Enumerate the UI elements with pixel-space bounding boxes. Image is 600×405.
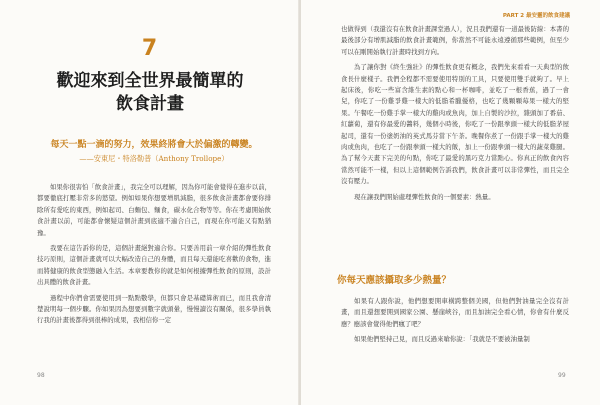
page-number-right: 99 bbox=[558, 372, 566, 379]
paragraph: 也做得到（我還沒有在飲食計畫課堂過人），況且我們還有一道最後防線：本書的最後部分有增肌減脂的飲食計畫範例，你當然不可能永遠遵循那些範例，但至少可以在剛開始執行計畫時找到方向。 bbox=[341, 25, 569, 56]
section-heading: 你每天應該攝取多少熱量？ bbox=[337, 275, 452, 286]
left-body-text bbox=[37, 182, 271, 331]
paragraph: 我要在這告訴你的是，這個計畫絕對適合你。只要善用前一章介紹的彈性飲食技巧原則，這個計畫就可以大幅改造自己的身體，而且每天還能吃喜歡的食物，進而將健康的飲食型態融入生活。本章要教你的就是如何根據彈性飲食的原則，設計出具體的飲食計畫。 bbox=[37, 244, 271, 287]
epigraph-quote: 每天一點一滴的努力，效果終將會大於偏激的轉變。 bbox=[50, 140, 258, 150]
chapter-number: 7 bbox=[141, 36, 158, 61]
running-header: PART 2 最安靈的飲食建議 bbox=[502, 13, 570, 19]
paragraph: 如果你很害怕「飲食計畫」，我完全可以理解，因為你可能會覺得在進步以前，都要徹底打壓非常多的慾望。例如如果你想要增肌減脂，很多飲食計畫都會要你排除所有愛吃的東西，例如起司、白麵包、麵食，碳水化合物等等。你在考慮開始飲食計畫以前，可能都會懷疑這個計畫到底適不適合自己，而現在你可能又有點猶豫。 bbox=[37, 183, 271, 237]
epigraph-attribution: ——安東尼・特洛勒普（Anthony Trollope） bbox=[79, 154, 229, 163]
paragraph: 如果他們堅持己見，而且反過來嗆你說：「我就是不要被油量制 bbox=[354, 335, 530, 344]
left-page bbox=[0, 0, 299, 405]
right-body-text bbox=[341, 24, 569, 207]
right-body-text-2 bbox=[341, 296, 569, 350]
paragraph: 如果有人跟你說，他們想要開車橫跨整個美國，但他們對油量完全沒有計畫，而且還想要開到國家公園、懸崖峽谷，而且加油完全看心情，你會有什麼反應？應該會覺得他們瘋了吧？ bbox=[341, 297, 569, 328]
paragraph: 為了讓你對《終生強壯》的彈性飲食更有概念，我們先來看看一天典型的飲食長什麼樣子。我們全程都不需要使用特別的工具，只要使用雙手就夠了。早上起床後，你吃一些富含維生素的點心和一杯咖啡，並吃了一根香蕉，過了一會兒，你吃了一份雞爭雞一樣大的低脂希臘優格，也吃了幾顆顆莓果一樣大的堅果。午餐吃一份雞手掌一樣大的雞肉或魚肉，加上自製的沙拉，雜頭加了番茄、紅蘿蔔，還有你最愛的醬料，幾個小時後，你吃了一份跟拳頭一樣大的低脂茅屋起司，還有一份塗奶油的英式馬芬當下午茶。晚餐你煮了一份跟手掌一樣大的雞肉或魚肉，也吃了一份跟拳頭一樣大的飯，加上一份跟拳頭一樣大的蔬菜雞腿。為了幫今天畫下完美的句點，你吃了最愛的黑巧克力當點心。你真正的飲食內容當然可能不一樣，但以上這個範例告訴我們，飲食計畫可以非常彈性，而且完全沒有壓力。 bbox=[341, 63, 569, 186]
chapter-title bbox=[40, 70, 260, 116]
page-number-left: 98 bbox=[37, 372, 45, 379]
chapter-title-line2: 飲食計畫 bbox=[116, 94, 184, 114]
chapter-title-line1: 歡迎來到全世界最簡單的 bbox=[56, 71, 244, 91]
paragraph: 現在讓我們開始處理彈性飲食的一個要素：熱量。 bbox=[354, 192, 495, 201]
paragraph: 過程中你們會需要使用到一點點數學，但都只會是基礎算術而已，而且我會清楚說明每一個步驟。你如果因為想要到數字就頭暈，慢慢讀沒有關係，很多學員執行我的計畫後都得到很棒的成果，我相信你一定 bbox=[37, 293, 271, 325]
